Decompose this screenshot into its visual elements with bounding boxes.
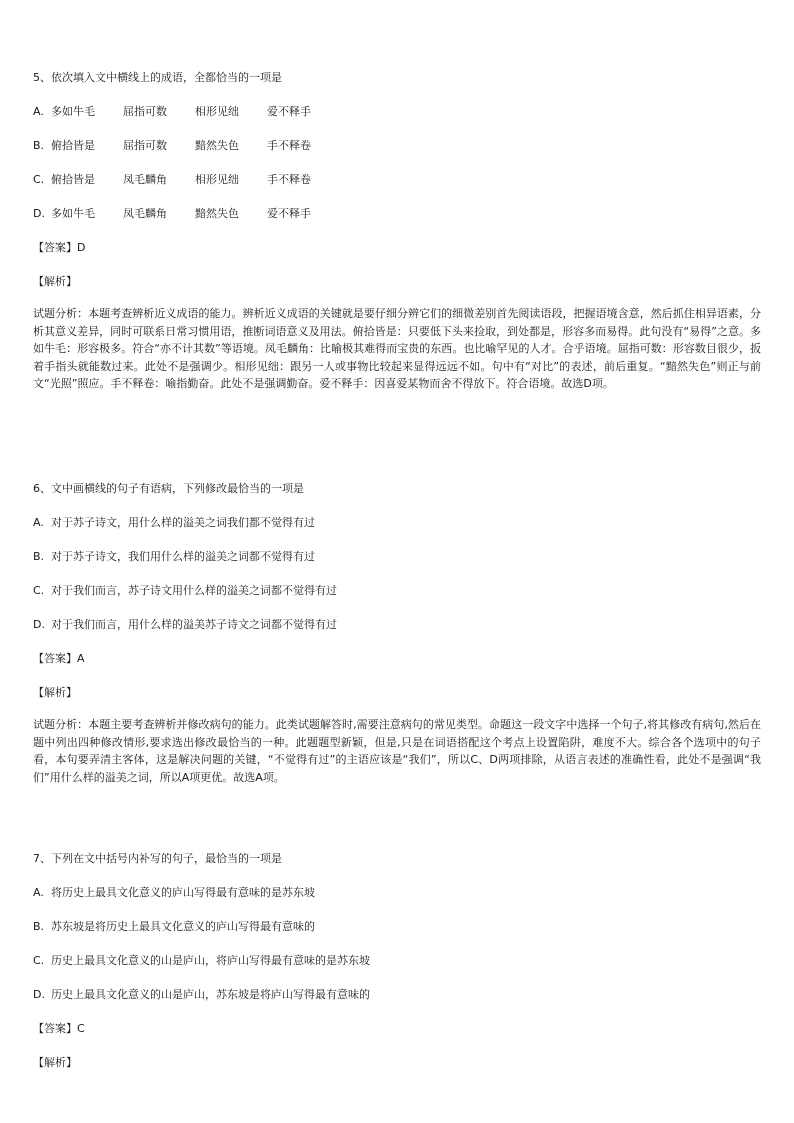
option-d	[33, 988, 761, 1022]
option-text: 对于我们而言，苏子诗文用什么样的溢美之词都不觉得有过	[51, 584, 337, 597]
option-text: 对于苏子诗文，用什么样的溢美之词我们都不觉得有过	[51, 516, 315, 529]
option-item: 手不释卷	[267, 139, 311, 152]
option-b	[33, 550, 761, 584]
option-b	[33, 920, 761, 954]
option-item: 相形见绌	[195, 105, 239, 118]
analysis-label: 【解析】	[33, 1056, 77, 1069]
option-key: A.	[33, 105, 44, 118]
option-item: 多如牛毛	[51, 207, 95, 220]
option-d	[33, 207, 761, 241]
option-key: A.	[33, 516, 44, 529]
option-b	[33, 139, 761, 173]
option-item: 多如牛毛	[51, 105, 95, 118]
option-key: C.	[33, 584, 45, 597]
option-item: 屈指可数	[123, 105, 167, 118]
option-key: D.	[33, 618, 45, 631]
option-a	[33, 886, 761, 920]
option-item: 俯拾皆是	[51, 173, 95, 186]
answer: 【答案】A	[33, 652, 85, 665]
option-text: 将历史上最具文化意义的庐山写得最有意味的是苏东坡	[51, 886, 315, 899]
option-item: 爱不释手	[267, 105, 311, 118]
option-a	[33, 105, 761, 139]
option-key: B.	[33, 139, 45, 152]
option-item: 爱不释手	[267, 207, 311, 220]
question-6	[33, 482, 761, 786]
analysis-text: 试题分析：本题考查辨析近义成语的能力。辨析近义成语的关键就是要仔细分辨它们的细微差别首先阅读语段，把握语境含意，然后抓住相异语素，分析其意义差异，同时可联系日常习惯用语，推断词语意义及用法。俯拾皆是：只要低下头来捡取，到处都是，形容多而易得。此句没有“易得”之意。多如牛毛：形容极多。符合“亦不计其数”等语境。凤毛麟角：比喻极其难得而宝贵的东西。也比喻罕见的人才。合乎语境。屈指可数：形容数目很少，扳着手指头就能数过来。此处不是强调少。相形见绌：跟另一人或事物比较起来显得远远不如。句中有“对比”的表述，前后重复。“黯然失色”则正与前文“光照”照应。手不释卷：喻指勤奋。此处不是强调勤奋。爱不释手：因喜爱某物而舍不得放下。符合语境。故选D项。	[33, 307, 761, 390]
option-text: 历史上最具文化意义的山是庐山，将庐山写得最有意味的是苏东坡	[51, 954, 370, 967]
question-stem: 7、下列在文中括号内补写的句子，最恰当的一项是	[33, 852, 282, 865]
analysis-text: 试题分析：本题主要考查辨析并修改病句的能力。此类试题解答时,需要注意病句的常见类型。命题这一段文字中选择一个句子,将其修改有病句,然后在题中列出四种修改情形,要求选出修改最恰当的一种。此题题型新颖，但是,只是在词语搭配这个考点上设置陷阱，难度不大。综合各个选项中的句子看，本句要弄清主客体，这是解决问题的关键，“不觉得有过”的主语应该是“我们”，所以C、D两项排除，从语言表述的准确性看，此处不是强调“我们”用什么样的溢美之词，所以A项更优。故选A项。	[33, 718, 761, 784]
option-a	[33, 516, 761, 550]
option-item: 凤毛麟角	[123, 173, 167, 186]
option-item: 俯拾皆是	[51, 139, 95, 152]
option-text: 历史上最具文化意义的山是庐山，苏东坡是将庐山写得最有意味的	[51, 988, 370, 1001]
option-text: 对于苏子诗文，我们用什么样的溢美之词都不觉得有过	[51, 550, 315, 563]
option-key: D.	[33, 988, 45, 1001]
option-key: C.	[33, 954, 45, 967]
option-c	[33, 173, 761, 207]
option-item: 手不释卷	[267, 173, 311, 186]
option-d	[33, 618, 761, 652]
option-key: C.	[33, 173, 45, 186]
option-key: D.	[33, 207, 45, 220]
option-item: 屈指可数	[123, 139, 167, 152]
analysis-label: 【解析】	[33, 686, 77, 699]
question-stem: 5、依次填入文中横线上的成语，全都恰当的一项是	[33, 71, 282, 84]
answer: 【答案】C	[33, 1022, 85, 1035]
option-key: B.	[33, 920, 45, 933]
question-5	[33, 71, 761, 393]
analysis-label: 【解析】	[33, 275, 77, 288]
option-item: 相形见绌	[195, 173, 239, 186]
question-7	[33, 852, 761, 1090]
option-c	[33, 584, 761, 618]
option-text: 对于我们而言，用什么样的溢美苏子诗文之词都不觉得有过	[51, 618, 337, 631]
option-item: 凤毛麟角	[123, 207, 167, 220]
option-key: B.	[33, 550, 45, 563]
option-item: 黯然失色	[195, 207, 239, 220]
option-text: 苏东坡是将历史上最具文化意义的庐山写得最有意味的	[51, 920, 315, 933]
question-stem: 6、文中画横线的句子有语病，下列修改最恰当的一项是	[33, 482, 304, 495]
option-key: A.	[33, 886, 44, 899]
answer: 【答案】D	[33, 241, 86, 254]
option-c	[33, 954, 761, 988]
option-item: 黯然失色	[195, 139, 239, 152]
